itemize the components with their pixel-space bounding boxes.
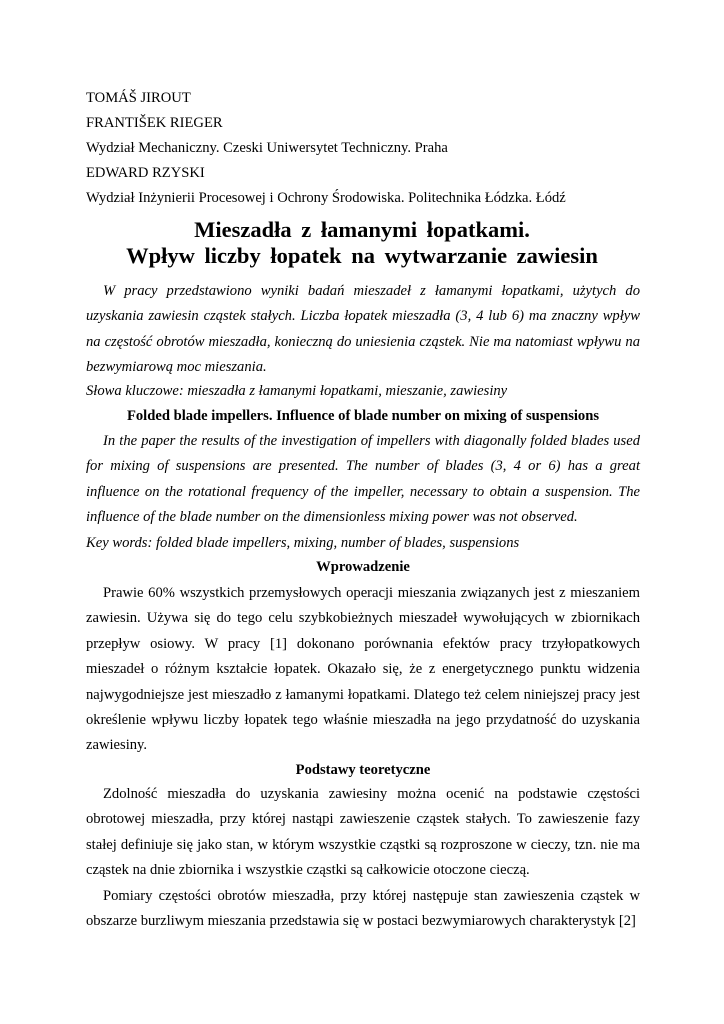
english-title: Folded blade impellers. Influence of blade number on mixing of suspensions — [126, 408, 600, 424]
keywords-polish: Słowa kluczowe: mieszadła z łamanymi łopatkami, mieszanie, zawiesiny — [86, 383, 508, 399]
author-affiliation: Wydział Mechaniczny. Czeski Uniwersytet Techniczny. Praha — [86, 140, 448, 156]
introduction-paragraph: Prawie 60% wszystkich przemysłowych operacji mieszania związanych jest z mieszaniem zawiesin. Używa się do tego celu szybkobieżnych mieszadeł wywołujących w zbiornikach przepływ osiowy. W pracy [1] dokonano porównania efektów pracy trzyłopatkowych mieszadeł o różnym kształcie łopatek. Okazało się, że z energetycznego punktu widzenia najwygodniejsze jest mieszadło z łamanymi łopatkami. Dlatego też celem niniejszej pracy jest określenie wpływu liczby łopatek tego właśnie mieszadła na jego przydatność do uzyskania zawiesiny. — [86, 585, 640, 754]
abstract-english: In the paper the results of the investigation of impellers with diagonally folded blades used for mixing of suspensions are presented. The number of blades (3, 4 or 6) has a great influence on the rotational frequency of the impeller, necessary to obtain a suspension. The influence of the blade number on the dimensionless mixing power was not observed. — [86, 433, 640, 526]
paper-title-line-2: Wpływ liczby łopatek na wytwarzanie zawiesin — [126, 243, 598, 268]
abstract-polish: W pracy przedstawiono wyniki badań mieszadeł z łamanymi łopatkami, użytych do uzyskania zawiesin cząstek stałych. Liczba łopatek mieszadła (3, 4 lub 6) ma znaczny wpływ na częstość obrotów mieszadła, konieczną do uniesienia cząstek. Nie ma natomiast wpływu na bezwymiarową moc mieszania. — [86, 283, 640, 376]
section-heading-theory: Podstawy teoretyczne — [295, 762, 431, 778]
paper-title-line-1: Mieszadła z łamanymi łopatkami. — [194, 217, 530, 242]
author-name: FRANTIŠEK RIEGER — [86, 115, 223, 131]
theory-paragraph-1: Zdolność mieszadła do uzyskania zawiesiny można ocenić na podstawie częstości obrotowej mieszadła, przy której nastąpi zawieszenie cząstek stałych. To zawieszenie fazy stałej definiuje się jako stan, w którym wszystkie cząstki są rozproszone w cieczy, tzn. nie ma cząstek na dnie zbiornika i wszystkie cząstki są całkowicie otoczone cieczą. — [86, 786, 640, 879]
theory-paragraph-2: Pomiary częstości obrotów mieszadła, przy której następuje stan zawieszenia cząstek w obszarze burzliwym mieszania przedstawia się w postaci bezwymiarowych charakterystyk [2] — [86, 888, 640, 930]
keywords-english: Key words: folded blade impellers, mixing, number of blades, suspensions — [86, 535, 520, 551]
author-name: TOMÁŠ JIROUT — [86, 90, 191, 106]
section-heading-introduction: Wprowadzenie — [316, 559, 410, 575]
author-affiliation: Wydział Inżynierii Procesowej i Ochrony Środowiska. Politechnika Łódzka. Łódź — [86, 190, 566, 206]
author-name: EDWARD RZYSKI — [86, 165, 205, 181]
